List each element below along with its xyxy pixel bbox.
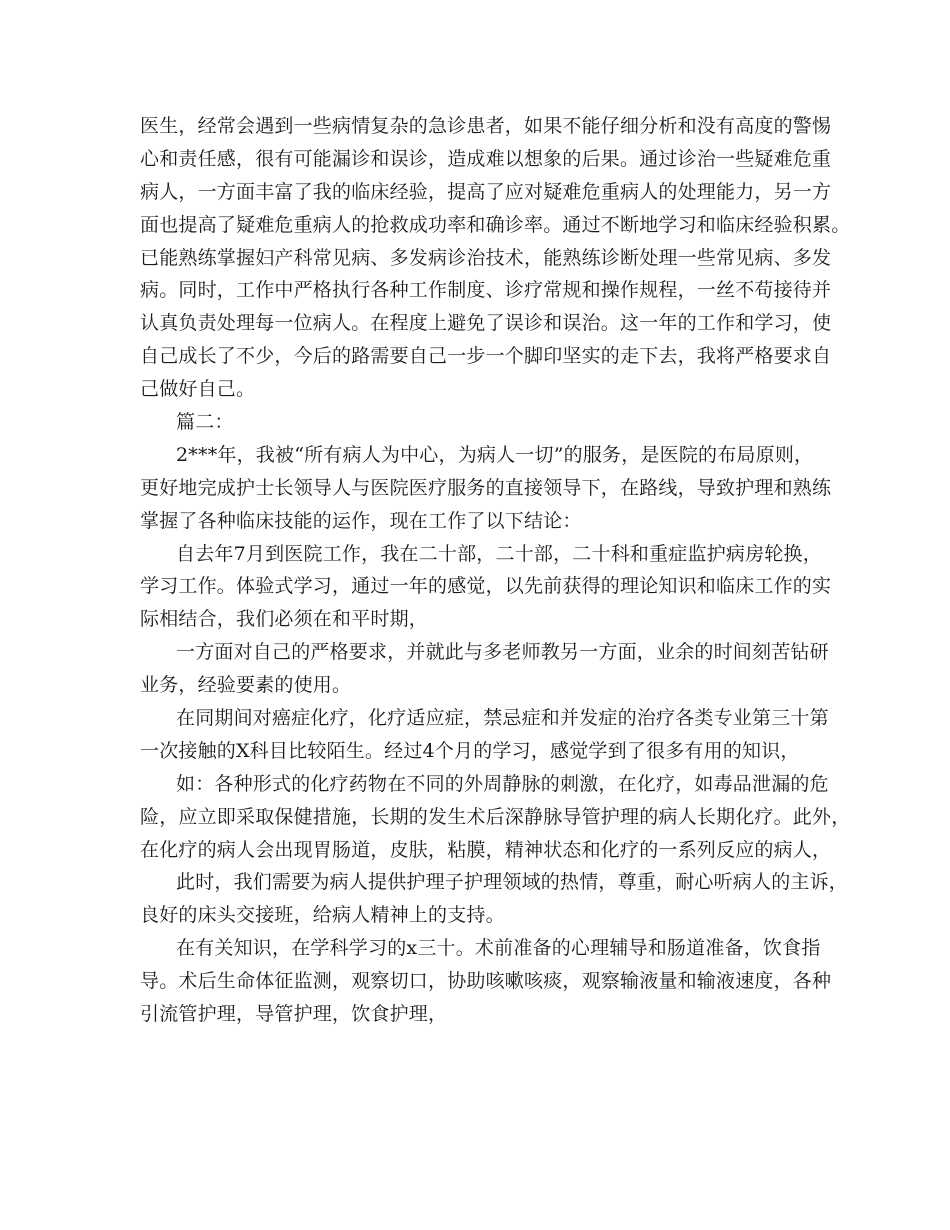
text-line: 己做好自己。 bbox=[140, 378, 256, 401]
text-line: 在有关知识，在学科学习的x三十。术前准备的心理辅导和肠道准备，饮食指 bbox=[176, 937, 821, 960]
text-line: 如：各种形式的化疗药物在不同的外周静脉的刺激，在化疗，如毒品泄漏的危 bbox=[176, 772, 829, 795]
text-line: 此时，我们需要为病人提供护理子护理领域的热情，尊重，耐心听病人的主诉， bbox=[176, 871, 849, 894]
text-line: 业务，经验要素的使用。 bbox=[140, 674, 352, 697]
text-line: 险，应立即采取保健措施，长期的发生术后深静脉导管护理的病人长期化疗。此外， bbox=[140, 805, 851, 828]
text-line: 病。同时，工作中严格执行各种工作制度、诊疗常规和操作规程，一丝不苟接待并 bbox=[140, 279, 832, 302]
text-line: 医生，经常会遇到一些病情复杂的急诊患者，如果不能仔细分析和没有高度的警惕 bbox=[140, 115, 832, 137]
text-line: 已能熟练掌握妇产科常见病、多发病诊治技术，能熟练诊断处理一些常见病、多发 bbox=[140, 246, 832, 269]
text-line: 认真负责处理每一位病人。在程度上避免了误诊和误治。这一年的工作和学习，使 bbox=[140, 312, 832, 335]
text-line: 学习工作。体验式学习，通过一年的感觉，以先前获得的理论知识和临床工作的实 bbox=[140, 575, 832, 598]
text-line: 际相结合，我们必须在和平时期， bbox=[140, 608, 429, 631]
text-line: 更好地完成护士长领导人与医院医疗服务的直接领导下，在路线，导致护理和熟练 bbox=[140, 476, 832, 499]
text-line: 面也提高了疑难危重病人的抢救成功率和确诊率。通过不断地学习和临床经验积累。 bbox=[140, 213, 851, 236]
text-line: 2***年，我被“所有病人为中心，为病人一切”的服务，是医院的布局原则， bbox=[176, 443, 814, 466]
text-line: 良好的床头交接班，给病人精神上的支持。 bbox=[140, 904, 505, 927]
text-line: 一方面对自己的严格要求，并就此与多老师教另一方面，业余的时间刻苦钻研 bbox=[176, 641, 829, 664]
text-line: 在化疗的病人会出现胃肠道，皮肤，粘膜，精神状态和化疗的一系列反应的病人， bbox=[140, 838, 832, 861]
text-line: 导。术后生命体征监测，观察切口，协助咳嗽咳痰，观察输液量和输液速度，各种 bbox=[140, 970, 832, 993]
text-line: 篇二： bbox=[176, 411, 234, 434]
text-line: 掌握了各种临床技能的运作，现在工作了以下结论： bbox=[140, 509, 582, 532]
text-line: 病人，一方面丰富了我的临床经验，提高了应对疑难危重病人的处理能力，另一方 bbox=[140, 180, 832, 203]
document-body bbox=[140, 110, 851, 1031]
text-line: 在同期间对癌症化疗，化疗适应症，禁忌症和并发症的治疗各类专业第三十第 bbox=[176, 707, 829, 730]
text-line: 自去年7月到医院工作，我在二十部，二十部，二十科和重症监护病房轮换， bbox=[176, 542, 822, 565]
text-line: 引流管护理，导管护理，饮食护理， bbox=[140, 1003, 448, 1026]
text-line: 自己成长了不少，今后的路需要自己一步一个脚印坚实的走下去，我将严格要求自 bbox=[140, 345, 832, 368]
text-line: 一次接触的X科目比较陌生。经过4个月的学习，感觉学到了很多有用的知识， bbox=[140, 739, 800, 762]
text-line: 心和责任感，很有可能漏诊和误诊，造成难以想象的后果。通过诊治一些疑难危重 bbox=[140, 147, 832, 170]
